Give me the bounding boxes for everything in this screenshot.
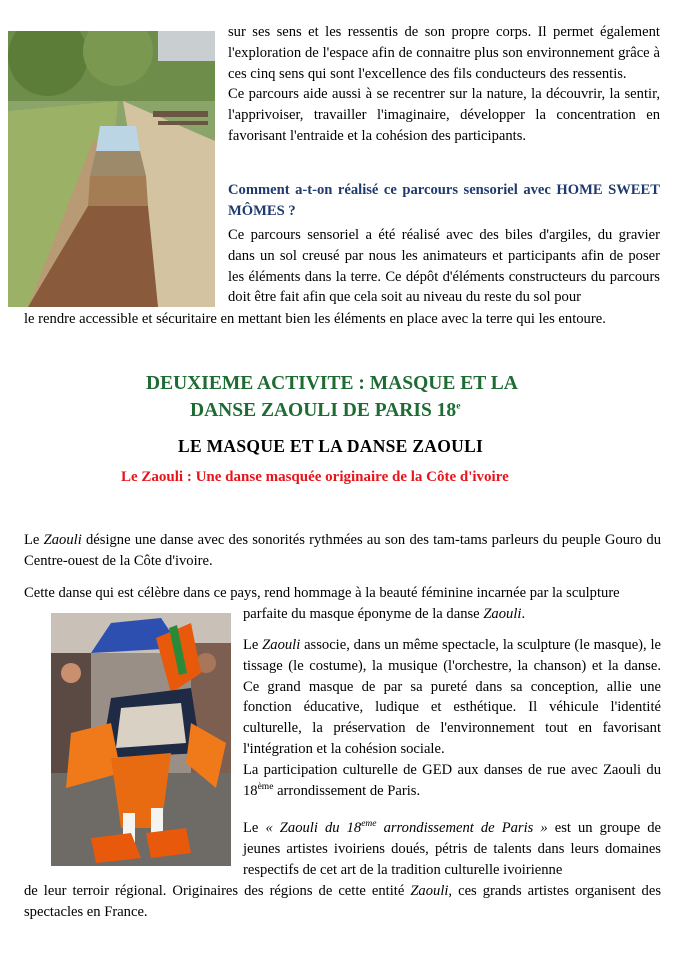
paragraph-zaouli-groupe: Le « Zaouli du 18eme arrondissement de Paris » est un groupe de jeunes artistes ivoiriens doués, pétris de talents dans leurs domaines respectifs de cet art de la tradition culturelle ivoirienne [243, 819, 661, 878]
garden-path-photo [8, 31, 215, 307]
activity-title-line2: DANSE ZAOULI DE PARIS 18 [190, 400, 457, 421]
activity-title-line1: DEUXIEME ACTIVITE : MASQUE ET LA [146, 373, 518, 394]
paragraph-zaouli-associe: Le Zaouli associe, dans un même spectacle, la sculpture (le masque), le tissage (le costume), la musique (l'orchestre, la chanson) et la danse. Ce grand masque de par sa pureté dans sa conception, allie une fonction éducative, ludique et esthétique. Il véhicule l'identité culturelle, la préservation de l'environnement tout en favorisant l'intégration et la cohésion sociale. [243, 637, 661, 757]
zaouli-dancer-photo [51, 613, 231, 866]
paragraph-nature: Ce parcours aide aussi à se recentrer sur la nature, la découvrir, la sentir, l'apprivoiser, travailler l'imaginaire, développer la concentration en favorisant l'entraide et la cohésion des participants. [228, 86, 660, 144]
paragraph-participation-ged: La participation culturelle de GED aux danses de rue avec Zaouli du 18ème arrondissement de Paris. [243, 761, 661, 799]
paragraph-zaouli-definition: Le Zaouli désigne une danse avec des sonorités rythmées au son des tam-tams parleurs du peuple Gouro du Centre-ouest de la Côte d'ivoire. [24, 532, 662, 569]
paragraph-celebre-start: Cette danse qui est célèbre dans ce pays, rend hommage à la beauté féminine incarnée par la sculpture [24, 585, 620, 601]
paragraph-terroir: de leur terroir régional. Originaires des régions de cette entité Zaouli, ces grands artistes organisent des spectacles en France. [24, 883, 661, 920]
paragraph-celebre-end: parfaite du masque éponyme de la danse Zaouli. [243, 606, 526, 622]
paragraph-realisation-end: le rendre accessible et sécuritaire en mettant bien les éléments en place avec la terre qui les entoure. [24, 311, 606, 327]
paragraph-sens: sur ses sens et les ressentis de son propre corps. Il permet également l'exploration de l'espace afin de connaitre plus son environnement grâce à ces cinq sens qui sont l'excellence des fils conducteurs des ressentis. [228, 24, 660, 82]
zaouli-dancer-illustration [51, 613, 231, 866]
tagline-zaouli: Le Zaouli : Une danse masquée originaire de la Côte d'ivoire [121, 469, 509, 485]
question-heading: Comment a-t-on réalisé ce parcours sensoriel avec HOME SWEET MÔMES ? [228, 182, 660, 219]
garden-path-illustration [8, 31, 215, 307]
activity-title-sup: e [456, 401, 461, 412]
subtitle-masque: LE MASQUE ET LA DANSE ZAOULI [178, 436, 484, 456]
paragraph-realisation: Ce parcours sensoriel a été réalisé avec des biles d'argiles, du gravier dans un sol creusé par nous les animateurs et participants afin de poser les éléments dans la terre. Ce dépôt d'éléments constructeurs du parcours doit être fait afin que cela soit au niveau du reste du sol pour [228, 227, 660, 306]
